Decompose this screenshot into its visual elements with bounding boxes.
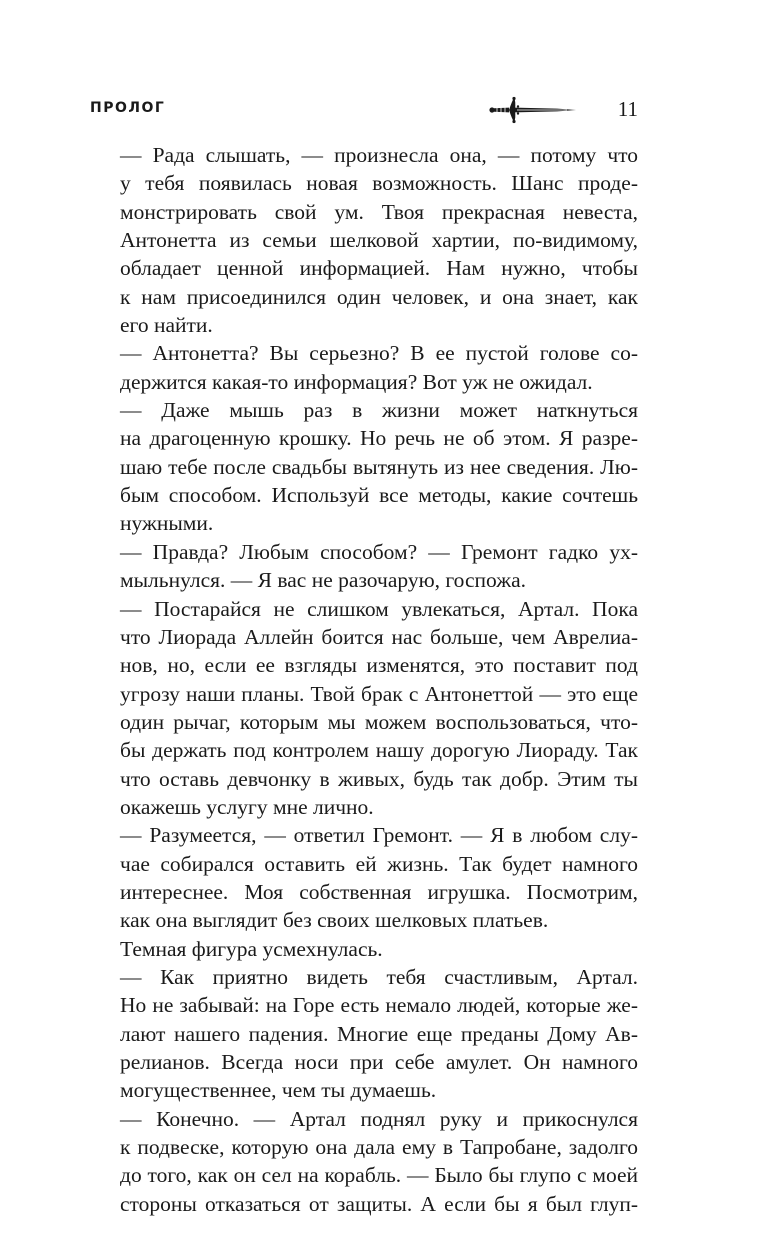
text-line: могущественнее, чем ты думаешь. [120,1078,437,1103]
text-line: у тебя появилась новая возможность. Шанс проде- [120,171,638,196]
text-line: бы держать под контролем нашу дорогую Лиораду. Так [120,738,638,763]
page-text [90,141,638,1218]
text-line: к нам присоединился один человек, и она знает, как [120,284,638,309]
text-line: лают нашего падения. Многие еще преданы Дому Ав- [120,1021,638,1046]
text-line: интереснее. Моя собственная игрушка. Посмотрим, [120,879,638,904]
text-line: на драгоценную крошку. Но речь не об этом. Я разре- [120,426,638,451]
text-line: один рычаг, которым мы можем воспользоваться, что- [120,709,638,734]
text-line: что Лиорада Аллейн боится нас больше, чем Аврелиа- [120,624,638,649]
paragraph [90,595,638,822]
page-number: 11 [617,97,638,121]
paragraph [90,339,638,396]
text-line: — Даже мышь раз в жизни может наткнуться [120,398,638,423]
paragraph [90,141,638,339]
paragraph [90,1105,638,1218]
text-line: — Конечно. — Артал поднял руку и прикоснулся [120,1106,638,1131]
text-line: мыльнулся. — Я вас не разочарую, госпожа. [120,568,526,593]
paragraph [90,821,638,934]
text-line: нужными. [120,511,214,536]
running-title: ПРОЛОГ [90,100,166,116]
text-line: бым способом. Используй все методы, какие сочтешь [120,483,638,508]
text-line: к подвеске, которую она дала ему в Тапробане, задолго [120,1135,638,1160]
paragraph [90,396,638,538]
text-line: — Постарайся не слишком увлекаться, Артал. Пока [120,596,638,621]
text-line: стороны отказаться от защиты. А если бы я был глуп- [120,1191,638,1216]
text-line: — Разумеется, — ответил Гремонт. — Я в любом слу- [120,823,638,848]
text-line: монстрировать свой ум. Твоя прекрасная невеста, [120,199,638,224]
paragraph [90,538,638,595]
text-line: Но не забывай: на Горе есть немало людей, которые же- [120,993,638,1018]
text-line: — Рада слышать, — произнесла она, — потому что [120,143,638,167]
text-line: Антонетта из семьи шелковой хартии, по-видимому, [120,228,638,253]
text-line: шаю тебе после свадьбы вытянуть из нее сведения. Лю- [120,454,638,479]
dagger-ornament-icon [487,96,577,124]
text-line: его найти. [120,313,213,338]
text-line: до того, как он сел на корабль. — Было бы глупо с моей [120,1163,638,1188]
text-line: что оставь девчонку в живых, будь так добр. Этим ты [120,766,638,791]
text-line: чае собирался оставить ей жизнь. Так будет намного [120,851,638,876]
text-line: нов, но, если ее взгляды изменятся, это поставит под [120,653,638,678]
text-line: Темная фигура усмехнулась. [120,936,383,961]
paragraph [90,935,638,963]
text-line: — Правда? Любым способом? — Гремонт гадко ух- [120,539,638,564]
paragraph [90,963,638,1105]
text-line: обладает ценной информацией. Нам нужно, чтобы [120,256,638,281]
text-line: — Антонетта? Вы серьезно? В ее пустой голове со- [120,341,638,366]
text-line: окажешь услугу мне лично. [120,794,374,819]
text-line: держится какая-то информация? Вот уж не ожидал. [120,369,593,394]
text-line: релианов. Всегда носи при себе амулет. Он намного [120,1050,638,1074]
text-line: — Как приятно видеть тебя счастливым, Артал. [120,964,638,989]
text-line: как она выглядит без своих шелковых платьев. [120,908,549,933]
text-line: угрозу наши планы. Твой брак с Антонеттой — это еще [120,681,638,706]
page-header [90,96,638,126]
